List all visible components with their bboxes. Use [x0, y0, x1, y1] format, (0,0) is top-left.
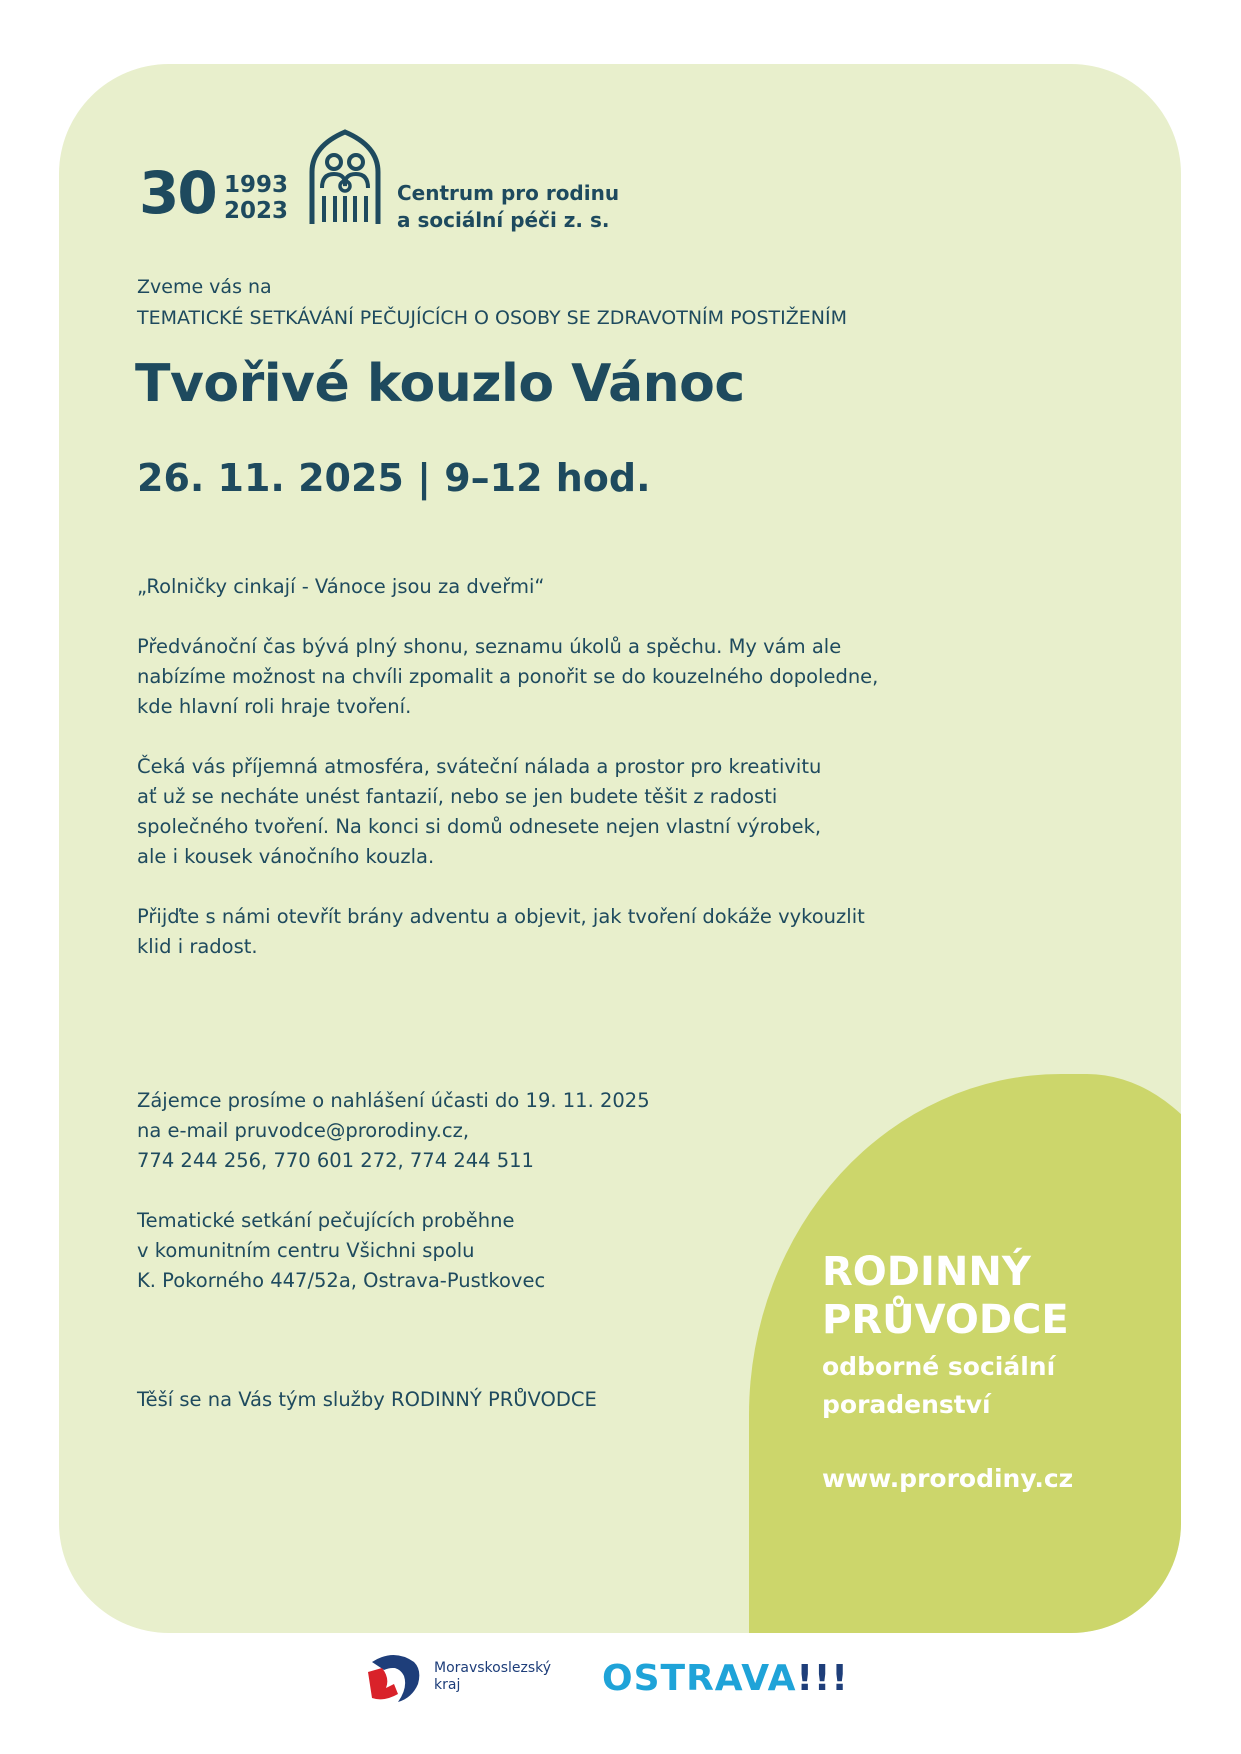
quote: „Rolničky cinkají - Vánoce jsou za dveřmi“: [137, 575, 545, 598]
anniversary-number: 30: [139, 159, 216, 227]
text-line: Předvánoční čas bývá plný shonu, seznamu úkolů a spěchu. My vám ale: [137, 635, 842, 658]
registration-info: [137, 1086, 837, 1176]
paragraph-3: [137, 902, 1037, 962]
service-block: [822, 1248, 1073, 1493]
anniversary-years: [224, 172, 288, 224]
service-name: [822, 1248, 1073, 1344]
event-description: [137, 572, 1037, 992]
region-logo: [364, 1648, 564, 1708]
text-line: ať už se necháte unést fantazií, nebo se jen budete těšit z radosti: [137, 785, 778, 808]
contact-info: [137, 1086, 837, 1326]
venue-info: [137, 1206, 837, 1296]
text-line: kde hlavní roli hraje tvoření.: [137, 695, 412, 718]
text-line: Čeká vás příjemná atmosféra, sváteční nálada a prostor pro kreativitu: [137, 755, 822, 778]
text-line: Tematické setkání pečujících proběhne: [137, 1209, 515, 1232]
intro-line2: TEMATICKÉ SETKÁVÁNÍ PEČUJÍCÍCH O OSOBY SE ZDRAVOTNÍM POSTIŽENÍM: [137, 307, 847, 329]
paragraph-2: [137, 752, 1037, 872]
service-subtitle-line2: poradenství: [822, 1390, 991, 1419]
region-name-line2: kraj: [434, 1677, 461, 1693]
text-line: Přijďte s námi otevřít brány adventu a objevit, jak tvoření dokáže vykouzlit: [137, 905, 865, 928]
organization-name-line1: Centrum pro rodinu: [397, 181, 620, 205]
address: K. Pokorného 447/52a, Ostrava-Pustkovec: [137, 1269, 546, 1292]
text-line: ale i kousek vánočního kouzla.: [137, 845, 435, 868]
service-name-line1: RODINNÝ: [822, 1249, 1031, 1295]
event-date: 26. 11. 2025 | 9–12 hod.: [137, 456, 651, 500]
region-name: [434, 1660, 551, 1694]
paragraph-1: [137, 632, 1037, 722]
closing-line: Těší se na Vás tým služby RODINNÝ PRŮVODCE: [137, 1388, 597, 1411]
text-line: v komunitním centru Všichni spolu: [137, 1239, 475, 1262]
website-link[interactable]: www.prorodiny.cz: [822, 1464, 1074, 1493]
region-name-line1: Moravskoslezský: [434, 1660, 552, 1676]
invitation-intro: [137, 272, 847, 334]
service-subtitle-line1: odborné sociální: [822, 1352, 1056, 1381]
text-line: Zájemce prosíme o nahlášení účasti do 19. 11. 2025: [137, 1089, 650, 1112]
phone-numbers[interactable]: 774 244 256, 770 601 272, 774 244 511: [137, 1149, 534, 1172]
intro-line1: Zveme vás na: [137, 276, 272, 298]
moravskoslezsky-kraj-logo-icon: [364, 1648, 426, 1706]
text-line: klid i radost.: [137, 935, 258, 958]
organization-name-line2: a sociální péči z. s.: [397, 208, 610, 232]
organization-name: [397, 180, 619, 234]
year-end: 2023: [224, 198, 289, 224]
year-start: 1993: [224, 172, 289, 198]
city-name: OSTRAVA: [602, 1658, 797, 1699]
ostrava-logo: [602, 1658, 849, 1699]
family-arch-icon: [306, 128, 384, 226]
poster-card: [59, 64, 1181, 1633]
event-title: Tvořivé kouzlo Vánoc: [135, 354, 745, 414]
city-suffix: !!!: [796, 1658, 849, 1699]
text-line: společného tvoření. Na konci si domů odnesete nejen vlastní výrobek,: [137, 815, 822, 838]
service-name-line2: PRŮVODCE: [822, 1297, 1069, 1343]
email-link[interactable]: na e-mail pruvodce@prorodiny.cz,: [137, 1119, 470, 1142]
text-line: nabízíme možnost na chvíli zpomalit a ponořit se do kouzelného dopoledne,: [137, 665, 879, 688]
service-subtitle: [822, 1348, 1073, 1424]
